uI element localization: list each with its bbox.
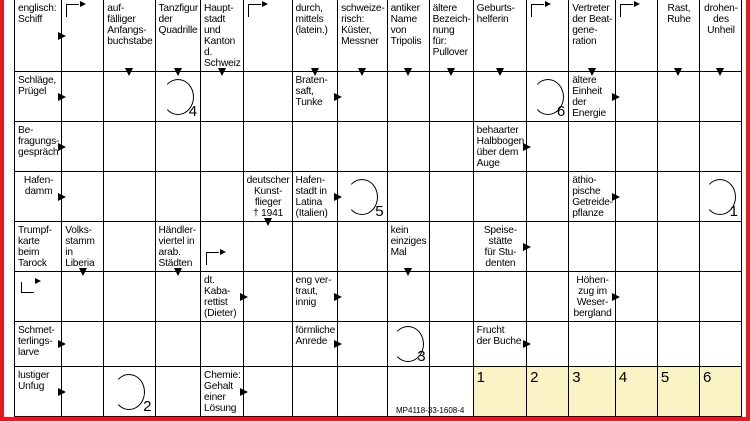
answer-cell[interactable] [156, 367, 202, 417]
clue-cell [14, 222, 62, 272]
clue-text: Rast, Ruhe [667, 3, 691, 25]
arrow-down-icon [174, 68, 182, 76]
clue-cell [474, 0, 527, 72]
answer-cell[interactable] [244, 222, 293, 272]
clue-text: Schmet- terlings- larve [18, 325, 55, 358]
answer-cell[interactable] [658, 122, 700, 172]
answer-cell[interactable] [14, 272, 62, 322]
arrow-right-icon [334, 340, 342, 348]
arrow-right-icon [612, 293, 620, 301]
arrow-down-icon [674, 68, 682, 76]
answer-cell[interactable] [388, 122, 430, 172]
answer-cell[interactable] [527, 172, 569, 222]
answer-cell[interactable] [616, 222, 658, 272]
answer-cell[interactable] [201, 322, 244, 367]
solution-number: 6 [702, 369, 712, 386]
answer-cell[interactable] [62, 367, 104, 417]
answer-cell[interactable] [430, 272, 474, 322]
solution-number: 3 [572, 369, 581, 386]
clue-cell [658, 0, 700, 72]
clue-cell [14, 367, 62, 417]
answer-cell[interactable] [527, 122, 569, 172]
elbow-arrow-icon [66, 4, 79, 17]
clue-text: Trumpf- karte beim Tarock [18, 225, 52, 269]
answer-cell[interactable] [293, 367, 339, 417]
clue-cell [293, 272, 339, 322]
answer-cell[interactable] [62, 122, 104, 172]
clue-cell [62, 0, 104, 72]
answer-cell[interactable] [569, 122, 616, 172]
answer-cell[interactable] [201, 172, 244, 222]
answer-cell[interactable] [527, 222, 569, 272]
answer-cell[interactable] [201, 122, 244, 172]
answer-cell[interactable] [62, 172, 104, 222]
clue-text: Händler- viertel in arab. Städten [158, 225, 196, 269]
clue-text: drohen- des Unheil [704, 3, 738, 36]
clue-text: schweize- risch: Küster, Messner [341, 3, 385, 47]
answer-cell[interactable] [658, 222, 700, 272]
answer-cell[interactable] [474, 172, 527, 222]
answer-cell[interactable] [700, 72, 742, 122]
arrow-down-icon [404, 268, 412, 276]
clue-text: Be- fragungs- gespräch [18, 125, 60, 158]
answer-cell[interactable] [569, 222, 616, 272]
crossword-grid [14, 0, 742, 417]
clue-cell [430, 0, 474, 72]
answer-cell[interactable] [700, 222, 742, 272]
answer-cell[interactable] [156, 172, 202, 222]
answer-cell[interactable] [338, 172, 388, 222]
circle-number: 1 [729, 203, 738, 220]
circle-number: 5 [375, 203, 384, 220]
arrow-down-icon [311, 68, 319, 76]
solution-number: 4 [618, 369, 628, 386]
clue-cell [474, 322, 527, 367]
clue-text: Höhen- zug im Weser- bergland [573, 275, 612, 319]
arrow-right-icon [334, 93, 342, 101]
clue-cell [14, 72, 62, 122]
arrow-right-icon [334, 193, 342, 201]
arrow-down-icon [404, 68, 412, 76]
clue-cell [201, 272, 244, 322]
answer-cell[interactable] [700, 172, 742, 222]
answer-cell[interactable] [104, 367, 155, 417]
clue-cell [569, 272, 616, 322]
arrow-down-icon [496, 68, 504, 76]
answer-cell[interactable] [244, 322, 293, 367]
clue-text: auf- fälliger Anfangs- buchstabe [107, 3, 153, 47]
answer-cell[interactable] [156, 122, 202, 172]
answer-cell[interactable] [338, 222, 388, 272]
solution-number: 5 [660, 369, 670, 386]
solution-circle-icon [113, 374, 145, 410]
clue-text: deutscher Kunst- flieger † 1941 [246, 175, 290, 219]
arrow-right-icon [58, 340, 66, 348]
answer-cell[interactable] [293, 122, 339, 172]
answer-cell[interactable] [338, 322, 388, 367]
answer-cell[interactable] [244, 367, 293, 417]
clue-cell [616, 0, 658, 72]
solution-number: 2 [530, 369, 539, 386]
clue-cell [388, 222, 430, 272]
puzzle-id: MP4118-33-1608-4 [396, 406, 465, 415]
clue-cell [62, 222, 104, 272]
answer-cell[interactable] [104, 122, 155, 172]
clue-cell [14, 122, 62, 172]
circle-number: 6 [556, 103, 566, 120]
answer-cell[interactable] [201, 222, 244, 272]
clue-text: Chemie: Gehalt einer Lösung [204, 370, 241, 414]
clue-text: Hafen- damm [23, 175, 54, 197]
answer-cell[interactable] [616, 72, 658, 122]
clue-text: ältere Bezeich- nung für: Pullover [432, 3, 471, 58]
answer-cell[interactable] [388, 272, 430, 322]
answer-cell[interactable] [338, 272, 388, 322]
clue-text: Vertreter der Beat- gene- ration [572, 3, 613, 47]
answer-cell[interactable] [569, 322, 616, 367]
clue-text: antiker Name von Tripolis [390, 3, 422, 47]
clue-text: Speise- stätte für Stu- denten [483, 225, 517, 269]
clue-cell [569, 172, 616, 222]
answer-cell[interactable] [338, 122, 388, 172]
circle-number: 4 [188, 103, 198, 120]
answer-cell[interactable] [156, 72, 202, 122]
clue-text: behaarter Halbbogen über dem Auge [476, 125, 525, 169]
answer-cell[interactable] [616, 322, 658, 367]
arrow-right-icon [58, 193, 66, 201]
clue-cell [569, 0, 616, 72]
answer-cell[interactable] [527, 322, 569, 367]
clue-text: Haupt- stadt und Kanton d. Schweiz [204, 3, 241, 69]
answer-cell[interactable] [700, 272, 742, 322]
arrow-right-icon [523, 340, 531, 348]
answer-cell[interactable] [388, 322, 430, 367]
answer-cell[interactable] [700, 322, 742, 367]
clue-cell [244, 172, 293, 222]
answer-cell[interactable] [244, 72, 293, 122]
clue-text: Braten- saft, Tunke [295, 75, 328, 108]
clue-cell [14, 0, 62, 72]
clue-cell [293, 322, 339, 367]
clue-cell [700, 0, 742, 72]
clue-cell [14, 322, 62, 367]
clue-text: Hafen- stadt in Latina (Italien) [295, 175, 328, 219]
clue-cell [244, 0, 293, 72]
clue-text: äthio- pische Getreide- pflanze [572, 175, 613, 219]
answer-cell[interactable] [388, 172, 430, 222]
arrow-right-icon [523, 143, 531, 151]
arrow-right-icon [58, 143, 66, 151]
answer-cell[interactable] [658, 322, 700, 367]
clue-text: Tanzfigur der Quadrille [158, 3, 199, 36]
answer-cell[interactable] [658, 272, 700, 322]
answer-cell[interactable] [616, 272, 658, 322]
clue-cell [104, 0, 155, 72]
solution-number: 1 [476, 369, 486, 386]
answer-cell[interactable] [104, 272, 155, 322]
answer-cell[interactable] [104, 172, 155, 222]
answer-cell[interactable] [62, 72, 104, 122]
clue-cell [527, 0, 569, 72]
answer-cell[interactable] [244, 272, 293, 322]
answer-cell[interactable] [616, 122, 658, 172]
clue-text: Volks- stamm in Liberia [65, 225, 95, 269]
clue-cell [474, 222, 527, 272]
answer-cell[interactable] [293, 222, 339, 272]
arrow-down-icon [174, 268, 182, 276]
elbow-arrow-icon [620, 4, 633, 17]
arrow-down-icon [79, 268, 87, 276]
answer-cell[interactable] [338, 367, 388, 417]
clue-cell [569, 72, 616, 122]
arrow-right-icon [612, 93, 620, 101]
arrow-down-icon [264, 218, 272, 226]
arrow-right-icon [612, 193, 620, 201]
answer-cell[interactable] [658, 72, 700, 122]
arrow-down-icon [588, 68, 596, 76]
answer-cell[interactable] [104, 72, 155, 122]
elbow-arrow-icon [248, 4, 261, 17]
answer-cell[interactable] [338, 72, 388, 122]
elbow-arrow-icon [531, 4, 544, 17]
clue-cell [156, 222, 202, 272]
answer-cell[interactable] [658, 172, 700, 222]
solution-cell[interactable] [474, 367, 527, 417]
arrow-right-icon [58, 93, 66, 101]
answer-cell[interactable] [104, 222, 155, 272]
arrow-down-icon [447, 68, 455, 76]
clue-text: dt. Kaba- rettist (Dieter) [204, 275, 237, 319]
answer-cell[interactable] [156, 272, 202, 322]
solution-cell[interactable] [700, 367, 742, 417]
clue-cell [293, 0, 339, 72]
clue-cell [293, 172, 339, 222]
answer-cell[interactable] [527, 272, 569, 322]
answer-cell[interactable] [388, 72, 430, 122]
circle-number: 2 [143, 398, 152, 415]
clue-cell [201, 367, 244, 417]
arrow-down-icon [218, 68, 226, 76]
arrow-right-icon [240, 388, 248, 396]
solution-cell[interactable] [527, 367, 569, 417]
answer-cell[interactable] [156, 322, 202, 367]
answer-cell[interactable] [104, 322, 155, 367]
answer-cell[interactable] [430, 122, 474, 172]
solution-cell[interactable] [616, 367, 658, 417]
answer-cell[interactable] [62, 322, 104, 367]
answer-cell[interactable] [430, 222, 474, 272]
arrow-right-icon [523, 243, 531, 251]
circle-number: 3 [417, 348, 426, 365]
clue-text: ältere Einheit der Energie [572, 75, 606, 119]
answer-cell[interactable] [616, 172, 658, 222]
answer-cell[interactable] [474, 272, 527, 322]
clue-cell [338, 0, 388, 72]
clue-text: Schläge, Prügel [18, 75, 57, 97]
arrow-right-icon [334, 293, 342, 301]
arrow-right-icon [58, 32, 66, 40]
answer-cell[interactable] [244, 122, 293, 172]
answer-cell[interactable] [430, 322, 474, 367]
solution-circle-icon [346, 179, 378, 215]
clue-cell [474, 122, 527, 172]
clue-cell [201, 0, 244, 72]
clue-text: Frucht der Buche [476, 325, 522, 347]
answer-cell[interactable] [527, 72, 569, 122]
clue-text: eng ver- traut, innig [295, 275, 332, 308]
arrow-right-icon [58, 388, 66, 396]
answer-cell[interactable] [430, 172, 474, 222]
arrow-down-icon [125, 68, 133, 76]
answer-cell[interactable] [700, 122, 742, 172]
clue-cell [388, 0, 430, 72]
solution-cell[interactable] [569, 367, 616, 417]
clue-text: Geburts- helferin [476, 3, 515, 25]
clue-text: förmliche Anrede [295, 325, 336, 347]
clue-text: kein einziges Mal [390, 225, 427, 258]
answer-cell[interactable] [201, 72, 244, 122]
answer-cell[interactable] [430, 72, 474, 122]
clue-cell [156, 0, 202, 72]
answer-cell[interactable] [474, 72, 527, 122]
answer-cell[interactable] [62, 272, 104, 322]
solution-cell[interactable] [658, 367, 700, 417]
clue-text: englisch: Schiff [18, 3, 57, 25]
clue-text: durch, mittels (latein.) [295, 3, 328, 36]
clue-text: lustiger Unfug [18, 370, 50, 392]
clue-cell [293, 72, 339, 122]
arrow-down-icon [358, 68, 366, 76]
arrow-down-icon [716, 68, 724, 76]
arrow-right-icon [240, 293, 248, 301]
clue-cell [14, 172, 62, 222]
